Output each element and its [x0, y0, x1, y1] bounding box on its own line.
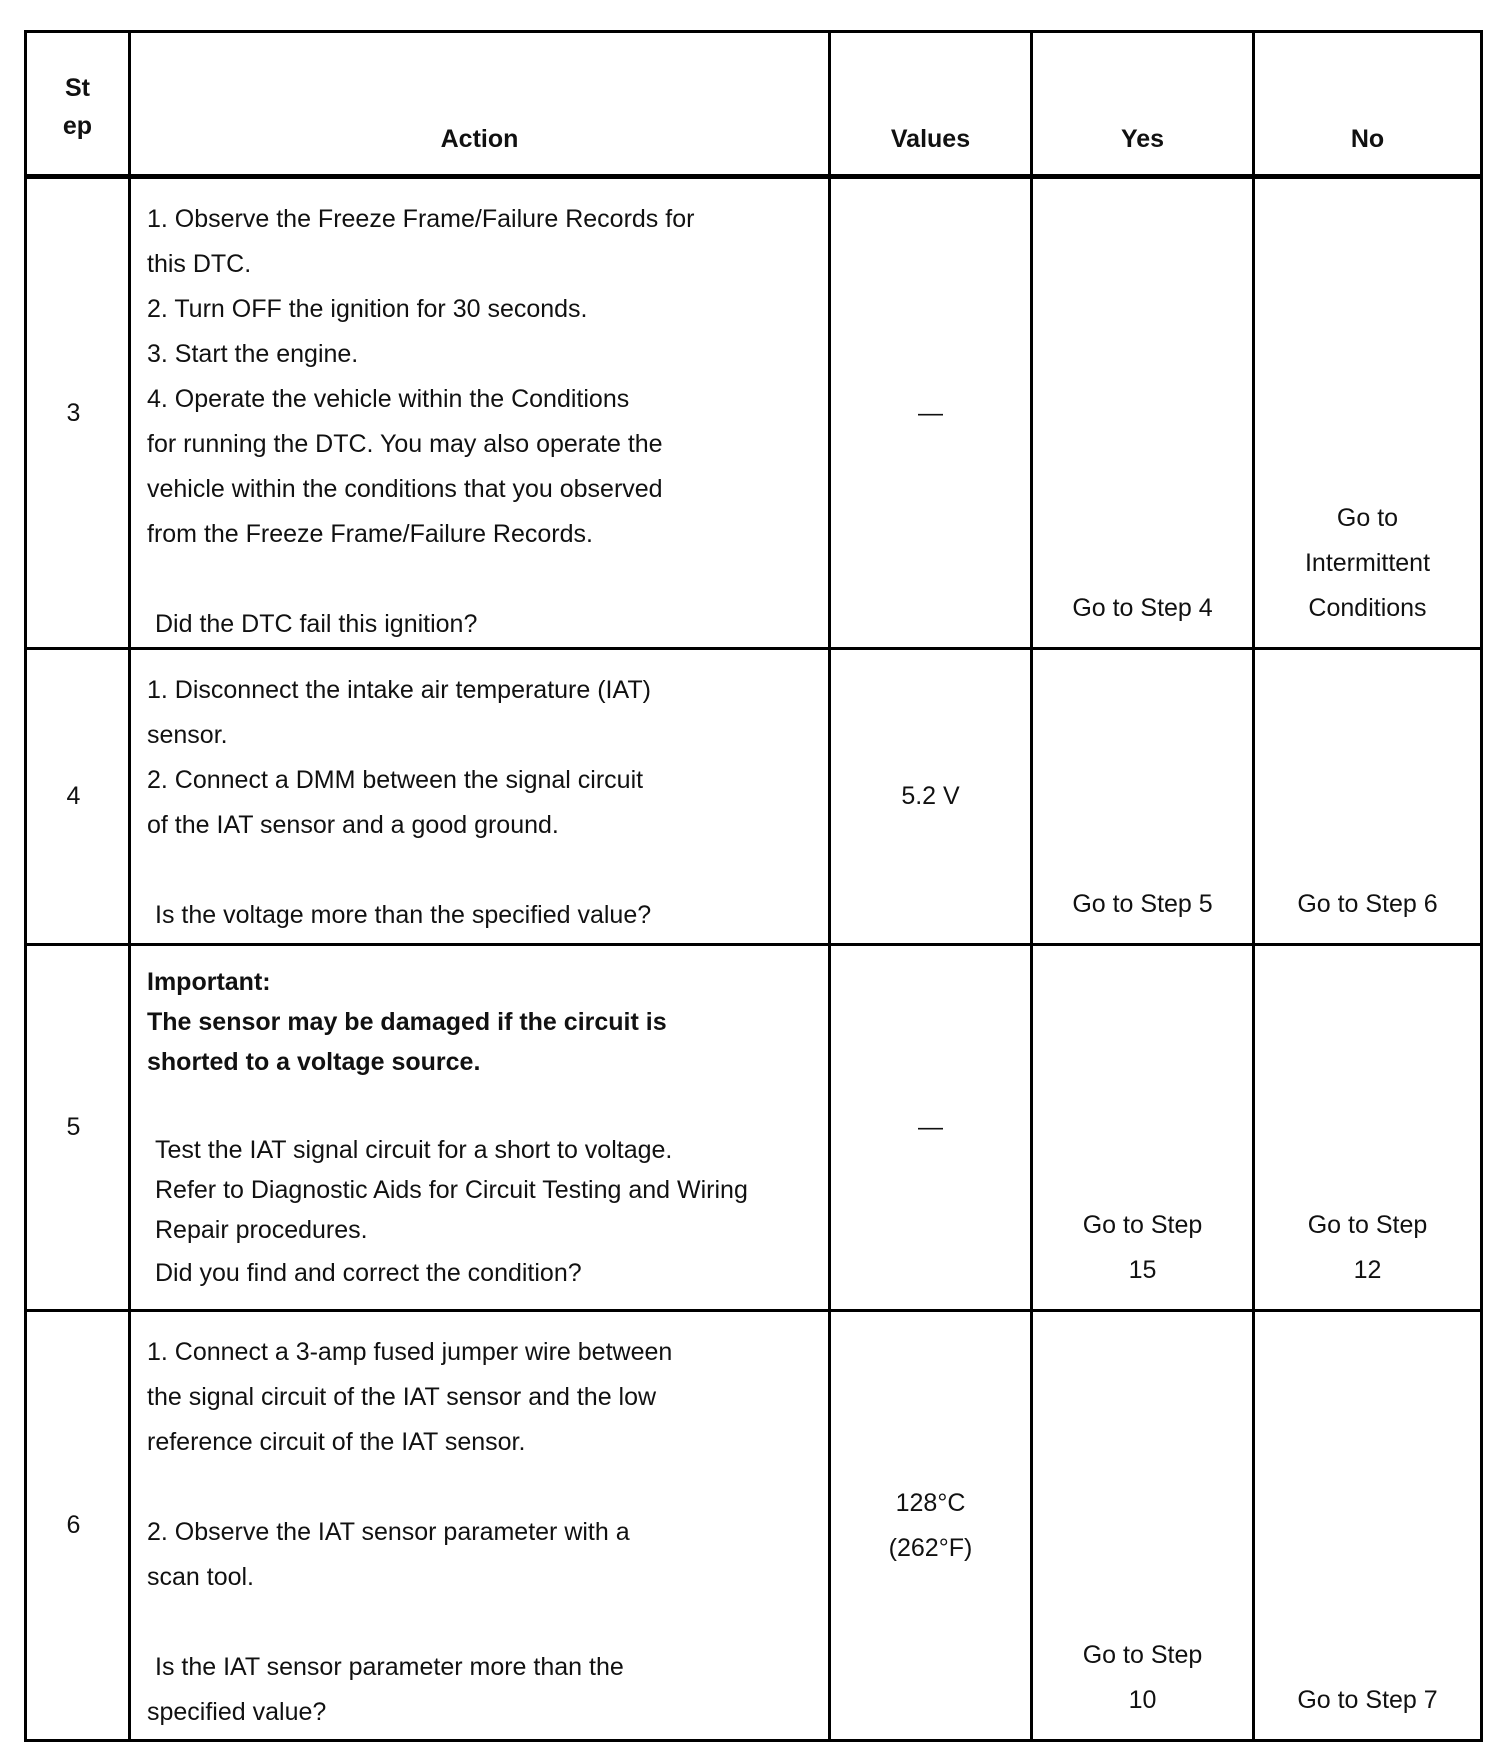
action-line: vehicle within the conditions that you observed	[147, 475, 663, 503]
table-header-row	[26, 32, 1482, 177]
header-action: Action	[130, 32, 830, 177]
table-row	[26, 945, 1482, 1311]
no-line: Go to	[1336, 504, 1399, 532]
no-cell: Go to Step 7	[1254, 1311, 1482, 1741]
yes-cell	[1032, 945, 1254, 1311]
question: Did the DTC fail this ignition?	[155, 610, 478, 638]
action-line: Test the IAT signal circuit for a short to voltage.	[155, 1136, 673, 1164]
action-line: Refer to Diagnostic Aids for Circuit Testing and Wiring	[155, 1176, 748, 1204]
value-cell: 5.2 V	[830, 649, 1032, 945]
header-step-line2: ep	[62, 111, 93, 140]
yes-cell: Go to Step 5	[1032, 649, 1254, 945]
table-row	[26, 649, 1482, 945]
header-step-line1: St	[65, 73, 90, 102]
yes-cell	[1032, 1311, 1254, 1741]
question: specified value?	[147, 1698, 327, 1726]
action-line: of the IAT sensor and a good ground.	[147, 811, 559, 839]
action-cell	[130, 177, 830, 649]
table-row	[26, 1311, 1482, 1741]
step-number: 5	[26, 945, 130, 1311]
no-line: Conditions	[1308, 594, 1427, 622]
yes-line: Go to Step	[1082, 1211, 1203, 1239]
action-line: 1. Observe the Freeze Frame/Failure Records for	[147, 205, 695, 233]
question: Is the IAT sensor parameter more than the	[155, 1653, 624, 1681]
yes-line: Go to Step	[1082, 1641, 1203, 1669]
action-cell	[130, 1311, 830, 1741]
action-line: 4. Operate the vehicle within the Conditions	[147, 385, 630, 413]
step-number: 3	[26, 177, 130, 649]
no-line: Go to Step	[1307, 1211, 1428, 1239]
value-cell: —	[830, 945, 1032, 1311]
action-cell	[130, 945, 830, 1311]
step-number: 6	[26, 1311, 130, 1741]
action-line: 2. Observe the IAT sensor parameter with a	[147, 1518, 630, 1546]
header-values: Values	[830, 32, 1032, 177]
header-step	[26, 32, 130, 177]
no-cell	[1254, 177, 1482, 649]
question: Did you find and correct the condition?	[155, 1259, 582, 1287]
yes-line: 10	[1128, 1686, 1157, 1714]
diagnostic-table	[24, 30, 1483, 1742]
action-line: 3. Start the engine.	[147, 340, 359, 368]
yes-cell: Go to Step 4	[1032, 177, 1254, 649]
important-line: The sensor may be damaged if the circuit is	[147, 1008, 667, 1036]
action-line: 2. Turn OFF the ignition for 30 seconds.	[147, 295, 588, 323]
value-cell	[830, 1311, 1032, 1741]
action-line: this DTC.	[147, 250, 252, 278]
action-line: scan tool.	[147, 1563, 255, 1591]
value-line: 128°C	[895, 1488, 966, 1517]
action-line: 1. Disconnect the intake air temperature (IAT)	[147, 676, 651, 704]
action-line: for running the DTC. You may also operate the	[147, 430, 663, 458]
table-row	[26, 177, 1482, 649]
action-line: sensor.	[147, 721, 228, 749]
yes-line: 15	[1128, 1256, 1157, 1284]
action-line: 2. Connect a DMM between the signal circuit	[147, 766, 644, 794]
no-cell	[1254, 945, 1482, 1311]
action-line: from the Freeze Frame/Failure Records.	[147, 520, 593, 548]
header-no: No	[1254, 32, 1482, 177]
no-line: 12	[1353, 1256, 1382, 1284]
header-yes: Yes	[1032, 32, 1254, 177]
action-cell	[130, 649, 830, 945]
value-cell: —	[830, 177, 1032, 649]
no-cell: Go to Step 6	[1254, 649, 1482, 945]
question: Is the voltage more than the specified value?	[155, 901, 652, 929]
action-line: reference circuit of the IAT sensor.	[147, 1428, 526, 1456]
action-line: 1. Connect a 3-amp fused jumper wire between	[147, 1338, 673, 1366]
action-line: Repair procedures.	[155, 1216, 368, 1244]
important-line: shorted to a voltage source.	[147, 1048, 481, 1076]
value-line: (262°F)	[888, 1533, 973, 1562]
no-line: Intermittent	[1304, 549, 1431, 577]
step-number: 4	[26, 649, 130, 945]
action-line: the signal circuit of the IAT sensor and the low	[147, 1383, 657, 1411]
important-label: Important:	[147, 968, 271, 996]
